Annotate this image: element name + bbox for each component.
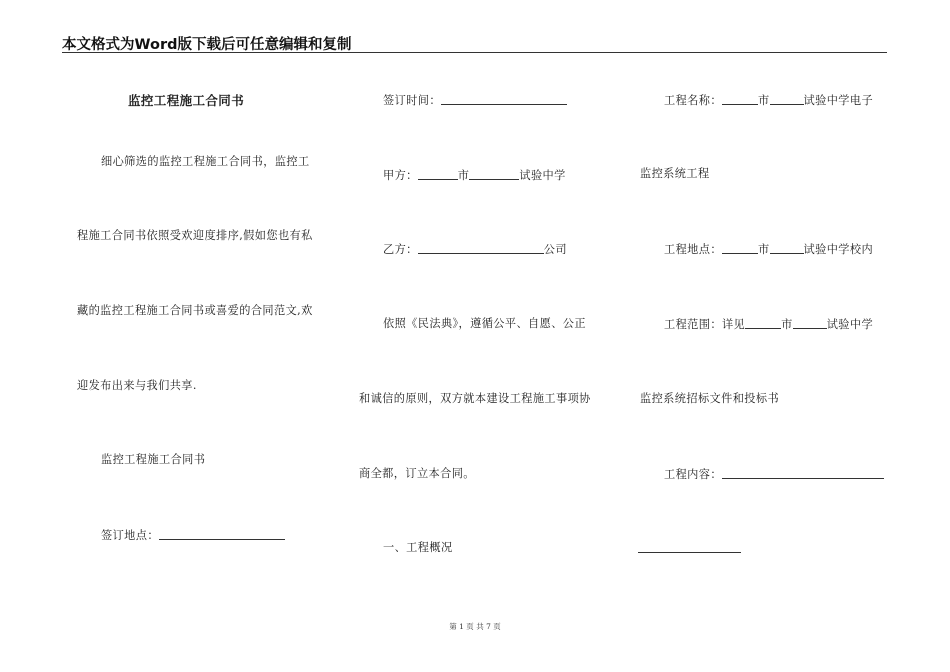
page-footer: 第 1 页 共 7 页 [449, 622, 501, 631]
project-content-blank [722, 467, 884, 479]
sign-place-row [101, 528, 285, 543]
project-name-mid: 市 [757, 94, 770, 107]
project-name-row [664, 93, 873, 108]
project-scope-line-2: 监控系统招标文件和投标书 [640, 392, 780, 405]
party-a-mid: 市 [457, 169, 470, 182]
party-b-prefix: 乙方： [383, 243, 418, 256]
header-divider [62, 52, 887, 53]
project-name-school-blank [770, 93, 804, 105]
party-a-suffix: 试验中学 [519, 169, 566, 182]
document-header-title: 本文格式为Word版下载后可任意编辑和复制 [62, 37, 352, 53]
intro-line-3: 藏的监控工程施工合同书或喜爱的合同范文,欢 [77, 304, 313, 317]
party-b-suffix: 公司 [543, 243, 567, 256]
section-1-heading: 一、工程概况 [383, 541, 453, 554]
party-a-school-blank [469, 168, 519, 180]
project-location-prefix: 工程地点： [664, 243, 722, 256]
project-name-line-2: 监控系统工程 [640, 167, 710, 180]
basis-line-1: 依照《民法典》，遵循公平、自愿、公正 [383, 317, 586, 330]
project-location-suffix: 试验中学校内 [803, 243, 874, 256]
sign-place-blank [159, 528, 285, 540]
sign-place-label: 签订地点： [101, 529, 159, 542]
intro-line-2: 程施工合同书依照受欢迎度排序,假如您也有私 [77, 229, 313, 242]
sign-time-label: 签订时间： [383, 94, 441, 107]
project-name-suffix: 试验中学电子 [803, 94, 874, 107]
party-b-row [383, 242, 567, 257]
project-location-school-blank [770, 242, 804, 254]
project-scope-mid: 市 [781, 318, 793, 331]
project-scope-city-blank [745, 317, 781, 329]
project-scope-school-blank [793, 317, 827, 329]
project-location-city-blank [722, 242, 758, 254]
project-name-prefix: 工程名称： [664, 94, 722, 107]
project-scope-prefix: 工程范围：详见 [664, 318, 746, 331]
sign-time-row [383, 93, 567, 108]
section-heading: 监控工程施工合同书 [101, 453, 206, 466]
project-name-city-blank [722, 93, 758, 105]
project-content-row [664, 467, 884, 482]
project-content-label: 工程内容： [664, 468, 722, 481]
project-content-continuation-blank [638, 552, 741, 553]
party-a-row [383, 168, 566, 183]
project-scope-row [664, 317, 873, 332]
basis-line-2: 和诚信的原则，双方就本建设工程施工事项协 [359, 392, 591, 405]
sign-time-blank [441, 93, 567, 105]
basis-line-3: 商全都，订立本合同。 [359, 467, 475, 480]
party-b-blank [418, 242, 544, 254]
document-title: 监控工程施工合同书 [128, 93, 245, 108]
project-scope-suffix: 试验中学 [826, 318, 874, 331]
party-a-prefix: 甲方： [383, 169, 418, 182]
project-location-mid: 市 [757, 243, 770, 256]
intro-line-1: 细心筛选的监控工程施工合同书，监控工 [101, 155, 310, 168]
party-a-city-blank [418, 168, 458, 180]
intro-line-4: 迎发布出来与我们共享. [77, 379, 197, 392]
project-location-row [664, 242, 873, 257]
